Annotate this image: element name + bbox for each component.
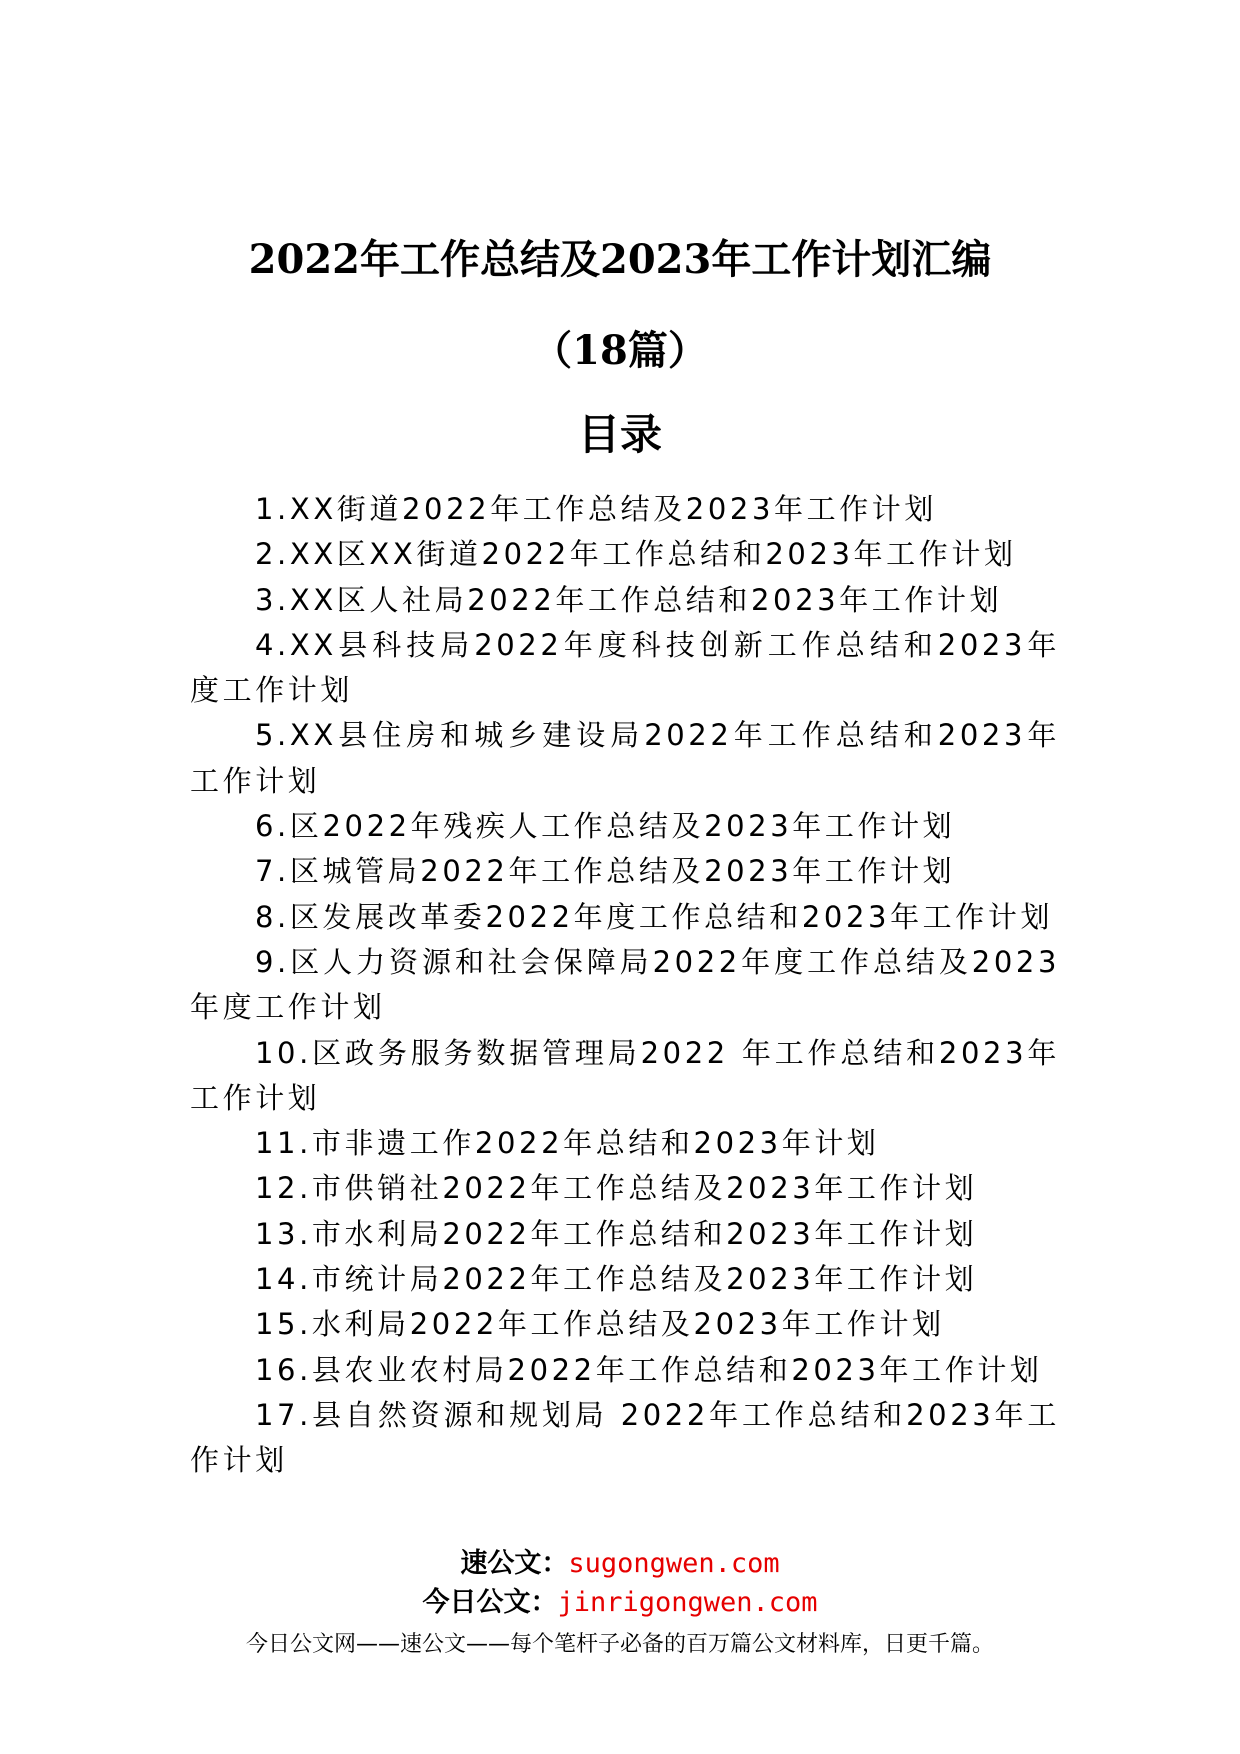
toc-heading: 目录 (577, 410, 662, 459)
footer-sugongwen (0, 1547, 1240, 1581)
document-subtitle: （18篇） (532, 327, 708, 374)
jinrigongwen-link[interactable]: jinrigongwen.com (557, 1587, 818, 1618)
toc-item: 8.区发展改革委2022年度工作总结和2023年工作计划 (255, 899, 1054, 934)
toc-item: 7.区城管局2022年工作总结及2023年工作计划 (255, 854, 956, 889)
toc-item: 12.市供销社2022年工作总结及2023年工作计划 (255, 1171, 978, 1206)
table-of-contents (190, 487, 1060, 1484)
toc-item: 5.XX县住房和城乡建设局2022年工作总结和2023年工作计划 (190, 718, 1060, 798)
toc-item: 14.市统计局2022年工作总结及2023年工作计划 (255, 1262, 978, 1297)
sugongwen-link[interactable]: sugongwen.com (568, 1548, 780, 1579)
toc-item: 3.XX区人社局2022年工作总结和2023年工作计划 (255, 582, 1003, 617)
toc-item: 6.区2022年残疾人工作总结及2023年工作计划 (255, 809, 956, 844)
toc-item: 2.XX区XX街道2022年工作总结和2023年工作计划 (255, 537, 1017, 572)
document-title: 2022年工作总结及2023年工作计划汇编 (248, 236, 992, 283)
toc-item: 15.水利局2022年工作总结及2023年工作计划 (255, 1307, 945, 1342)
toc-item: 10.区政务服务数据管理局2022 年工作总结和2023年工作计划 (190, 1035, 1060, 1115)
toc-item: 11.市非遗工作2022年总结和2023年计划 (255, 1126, 880, 1161)
toc-item: 1.XX街道2022年工作总结及2023年工作计划 (255, 492, 938, 526)
toc-item: 13.市水利局2022年工作总结和2023年工作计划 (255, 1216, 978, 1251)
footer-tagline: 今日公文网——速公文——每个笔杆子必备的百万篇公文材料库，日更千篇。 (245, 1632, 994, 1657)
footer-sugongwen-label: 速公文： (460, 1548, 569, 1579)
toc-item: 17.县自然资源和规划局 2022年工作总结和2023年工作计划 (190, 1397, 1060, 1478)
footer-jinrigongwen (0, 1586, 1240, 1620)
toc-item: 4.XX县科技局2022年度科技创新工作总结和2023年度工作计划 (190, 627, 1060, 708)
toc-item: 9.区人力资源和社会保障局2022年度工作总结及2023年度工作计划 (190, 944, 1060, 1025)
footer-jinrigongwen-label: 今日公文： (422, 1587, 558, 1618)
toc-item: 16.县农业农村局2022年工作总结和2023年工作计划 (255, 1352, 1043, 1387)
